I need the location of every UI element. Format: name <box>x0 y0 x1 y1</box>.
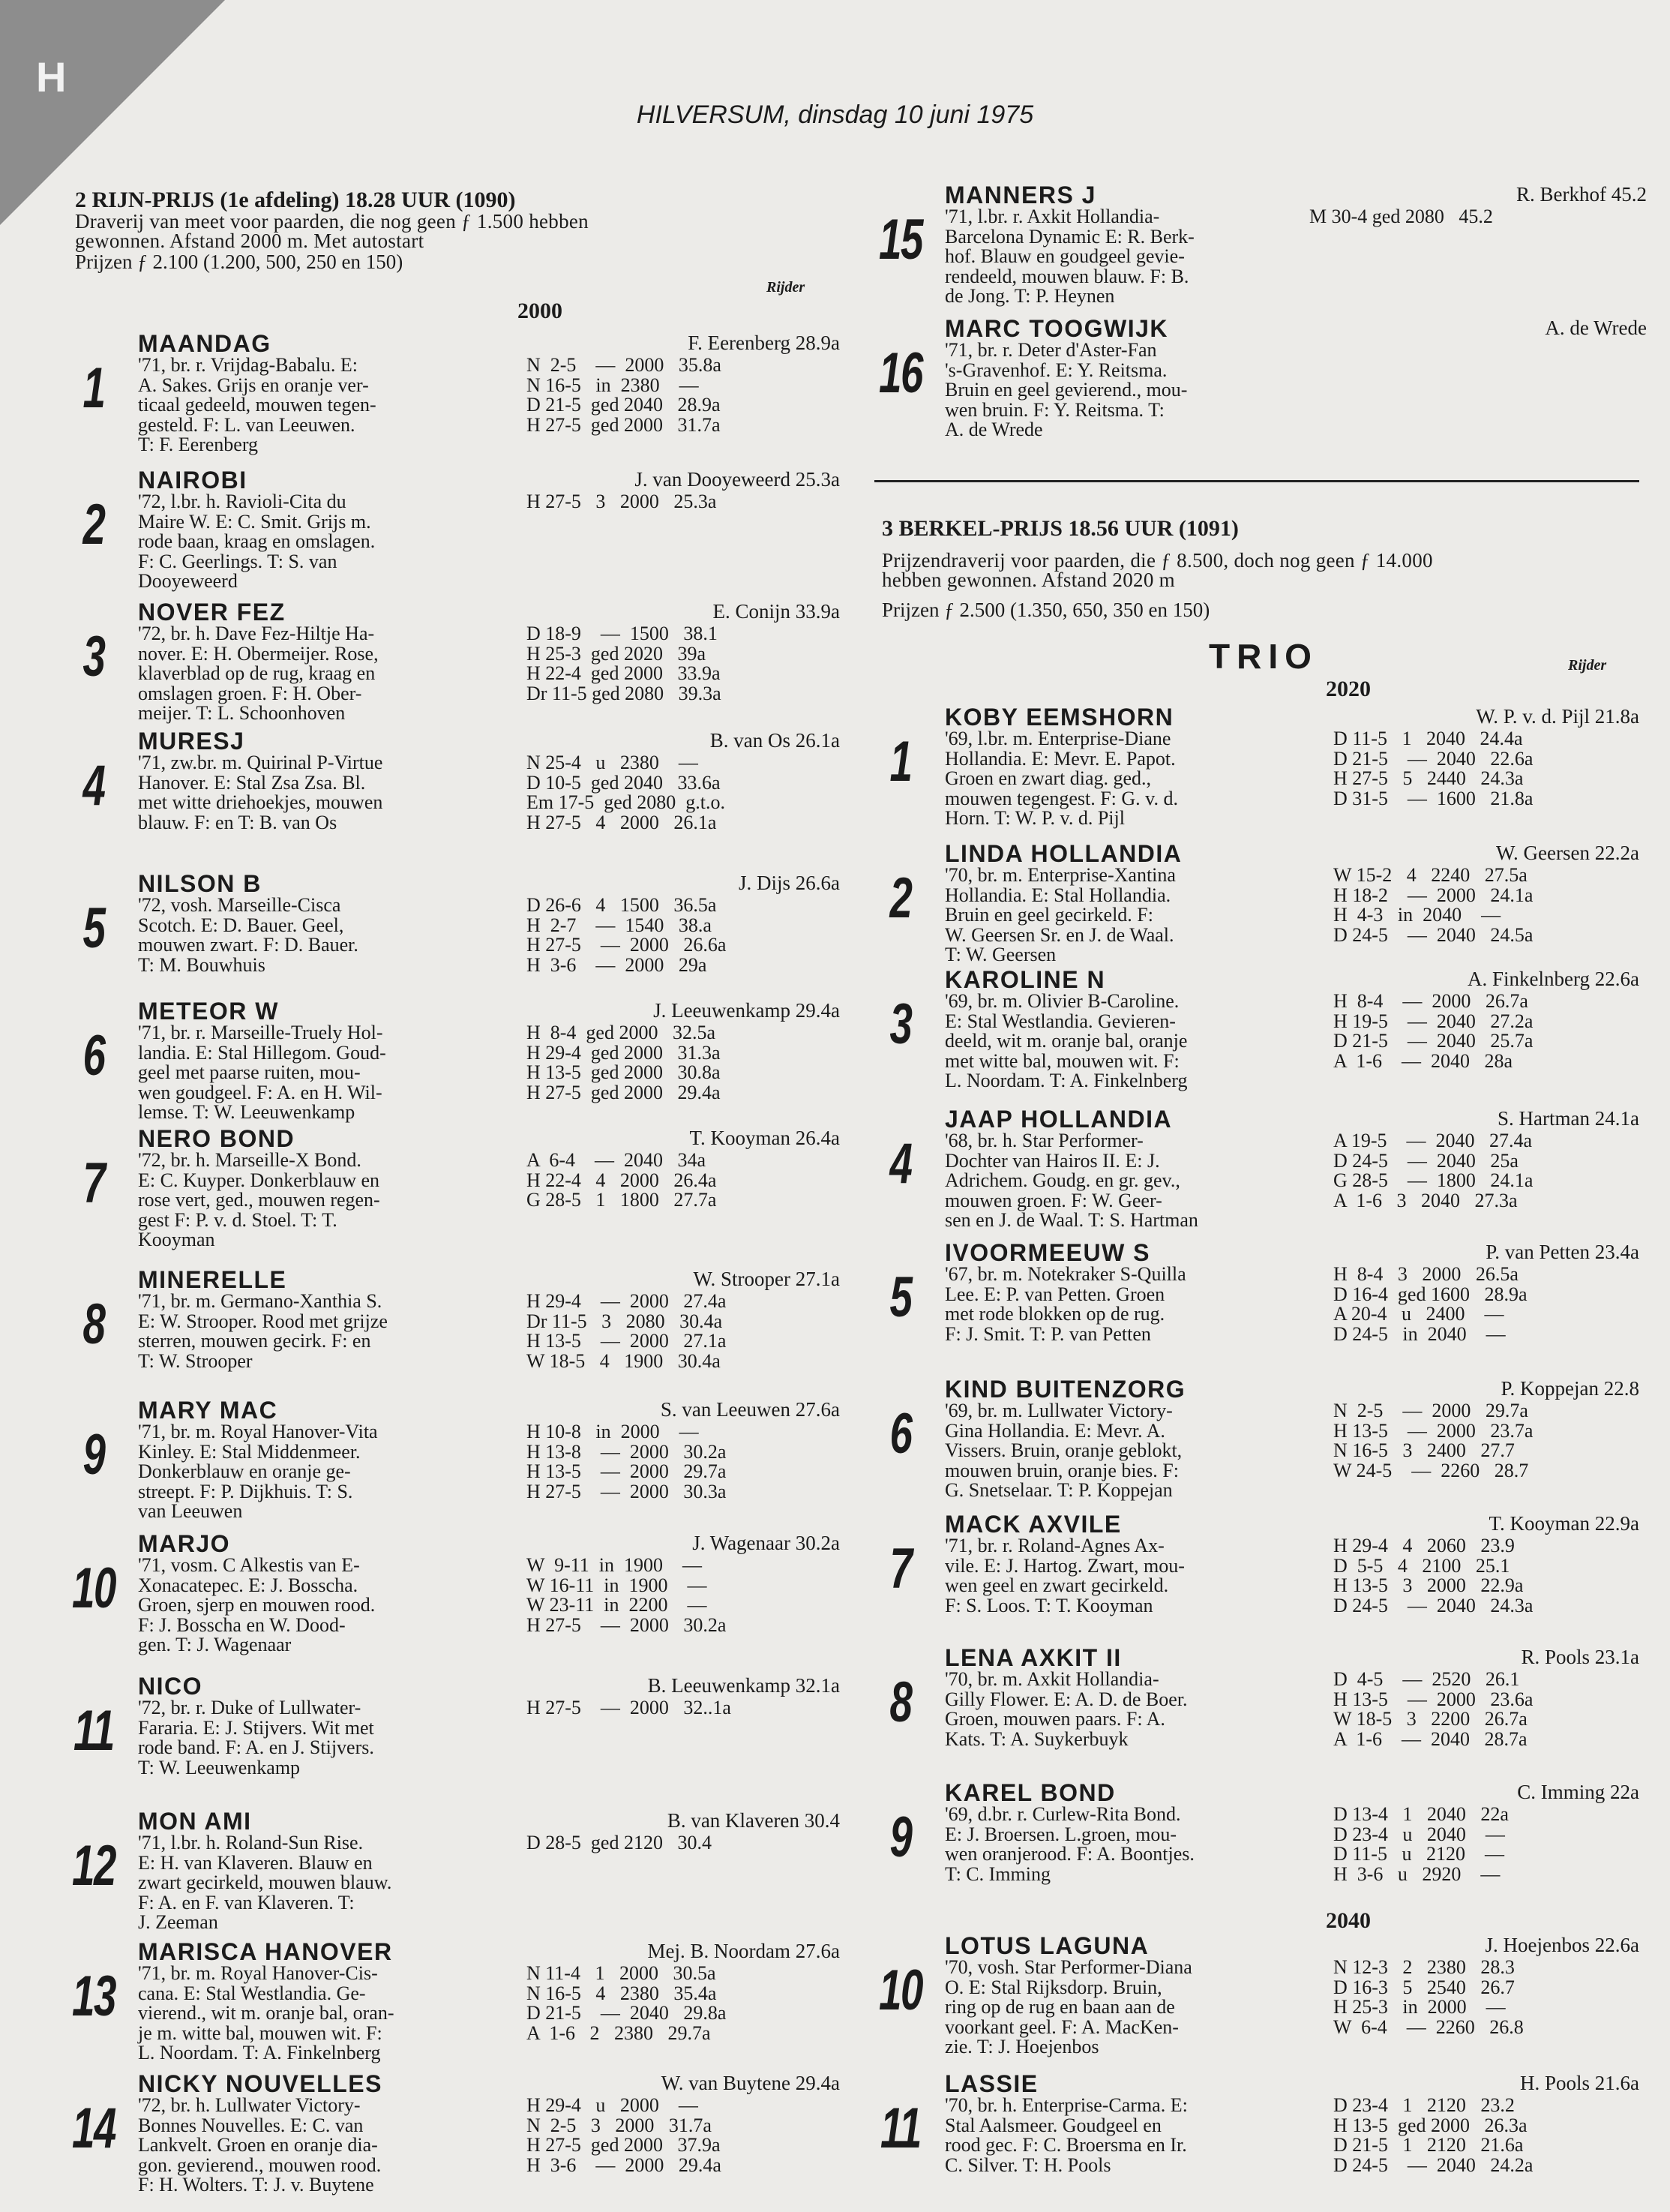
race-conditions-line-2: gewonnen. Afstand 2000 m. Met autostart <box>75 230 424 252</box>
horse-description: '71, br. m. Royal Hanover-Cis- cana. E: Stal Westlandia. Ge- vierend., wit m. oranje bal, oran- je m. witte bal, mouwen wit. F: L. Noordam. T: A. Finkelnberg <box>138 1962 394 2063</box>
horse-name: KIND BUITENZORG <box>945 1376 1186 1403</box>
start-number: 5 <box>82 896 105 960</box>
start-number: 13 <box>71 1964 115 2028</box>
horse-description: '67, br. m. Notekraker S-Quilla Lee. E: P. van Petten. Groen met rode blokken op de rug. F: J. Smit. T: P. van Petten <box>945 1263 1186 1345</box>
recent-results: D 26-6 4 1500 36.5a H 2-7 — 1540 38.a H 27-5 — 2000 26.6a H 3-6 — 2000 29a <box>526 894 727 976</box>
driver-and-record: Mej. B. Noordam 27.6a <box>647 1940 840 1962</box>
start-number: 14 <box>71 2096 115 2160</box>
horse-description: '71, br. m. Germano-Xanthia S. E: W. Strooper. Rood met grijze sterren, mouwen gecirk. F: en T: W. Strooper <box>138 1290 388 1372</box>
recent-results: D 18-9 — 1500 38.1 H 25-3 ged 2020 39a H 22-4 ged 2000 33.9a Dr 11-5 ged 2080 39.3a <box>526 623 721 704</box>
driver-and-record: H. Pools 21.6a <box>1519 2072 1639 2094</box>
distance-label: 2000 <box>517 299 562 323</box>
recent-results: H 29-4 4 2060 23.9 D 5-5 4 2100 25.1 H 13-5 3 2000 22.9a D 24-5 — 2040 24.3a <box>1333 1535 1534 1616</box>
recent-results: D 28-5 ged 2120 30.4 <box>526 1832 712 1853</box>
start-number: 3 <box>82 625 105 689</box>
horse-name: KAREL BOND <box>945 1779 1116 1806</box>
recent-results: D 13-4 1 2040 22a D 23-4 u 2040 — D 11-5 u 2120 — H 3-6 u 2920 — <box>1333 1803 1509 1885</box>
driver-and-record: J. van Dooyeweerd 25.3a <box>634 468 840 491</box>
driver-and-record: A. de Wrede <box>1545 317 1647 339</box>
horse-description: '72, br. h. Dave Fez-Hiltje Ha- nover. E: H. Obermeijer. Rose, klaverblad op de rug, kraag en omslagen groen. F: H. Ober- meijer. T: L. Schoonhoven <box>138 623 379 724</box>
horse-name: NICKY NOUVELLES <box>138 2070 382 2097</box>
section-letter: H <box>36 53 67 101</box>
start-number: 10 <box>71 1556 115 1620</box>
start-number: 10 <box>878 1958 922 2022</box>
rijder-label: Rijder <box>766 279 805 296</box>
horse-description: '71, br. r. Deter d'Aster-Fan 's-Gravenhof. E: Y. Reitsma. Bruin en geel gevierend., mou- wen bruin. F: Y. Reitsma. T: A. de Wrede <box>945 339 1188 440</box>
horse-description: '71, br. m. Royal Hanover-Vita Kinley. E: Stal Middenmeer. Donkerblauw en oranje ge- streept. F: P. Dijkhuis. T: S. van Leeuwen <box>138 1421 378 1522</box>
horse-name: MANNERS J <box>945 182 1096 209</box>
horse-name: NERO BOND <box>138 1125 295 1152</box>
start-number: 1 <box>889 730 912 794</box>
driver-and-record: B. van Os 26.1a <box>709 729 840 752</box>
horse-name: KOBY EEMSHORN <box>945 704 1174 731</box>
driver-and-record: P. van Petten 23.4a <box>1486 1241 1639 1263</box>
start-number: 9 <box>82 1423 105 1487</box>
recent-results: H 27-5 3 2000 25.3a <box>526 491 717 512</box>
horse-description: '68, br. h. Star Performer- Dochter van Hairos II. E: J. Adrichem. Goudg. en gr. gev., mouwen groen. F: W. Geer- sen en J. de Waal. T: S. Hartman <box>945 1130 1198 1231</box>
driver-and-record: W. van Buytene 29.4a <box>661 2072 840 2094</box>
horse-name: LOTUS LAGUNA <box>945 1932 1150 1959</box>
race-title: 3 BERKEL-PRIJS 18.56 UUR (1091) <box>882 516 1239 541</box>
driver-and-record: R. Berkhof 45.2 <box>1516 183 1647 206</box>
recent-results: H 10-8 in 2000 — H 13-8 — 2000 30.2a H 13-5 — 2000 29.7a H 27-5 — 2000 30.3a <box>526 1421 727 1502</box>
driver-and-record: F. Eerenberg 28.9a <box>688 332 840 354</box>
recent-results: A 6-4 — 2040 34a H 22-4 4 2000 26.4a G 28-5 1 1800 27.7a <box>526 1149 717 1211</box>
driver-and-record: S. Hartman 24.1a <box>1498 1107 1639 1130</box>
recent-results: N 11-4 1 2000 30.5a N 16-5 4 2380 35.4a D 21-5 — 2040 29.8a A 1-6 2 2380 29.7a <box>526 1962 727 2044</box>
start-number: 3 <box>889 992 912 1056</box>
start-number: 1 <box>82 356 105 420</box>
rijder-label: Rijder <box>1568 657 1607 674</box>
horse-name: MINERELLE <box>138 1266 287 1293</box>
driver-and-record: W. Geersen 22.2a <box>1496 842 1639 864</box>
recent-results: H 29-4 — 2000 27.4a Dr 11-5 3 2080 30.4a H 13-5 — 2000 27.1a W 18-5 4 1900 30.4a <box>526 1290 727 1372</box>
start-number: 7 <box>82 1151 105 1215</box>
start-number: 15 <box>878 208 922 272</box>
horse-name: NICO <box>138 1673 202 1700</box>
horse-description: '70, vosh. Star Performer-Diana O. E: Stal Rijksdorp. Bruin, ring op de rug en baan aan de voorkant geel. F: A. MacKen- zie. T: J. Hoejenbos <box>945 1956 1192 2057</box>
horse-description: '71, vosm. C Alkestis van E- Xonacatepec. E: J. Bosscha. Groen, sjerp en mouwen rood. F: J. Bosscha en W. Dood- gen. T: J. Wagenaar <box>138 1554 376 1655</box>
horse-description: '71, br. r. Roland-Agnes Ax- vile. E: J. Hartog. Zwart, mou- wen geel en zwart gecirkeld. F: S. Loos. T: T. Kooyman <box>945 1535 1185 1616</box>
recent-results: A 19-5 — 2040 27.4a D 24-5 — 2040 25a G 28-5 — 1800 24.1a A 1-6 3 2040 27.3a <box>1333 1130 1534 1211</box>
recent-results: D 4-5 — 2520 26.1 H 13-5 — 2000 23.6a W 18-5 3 2200 26.7a A 1-6 — 2040 28.7a <box>1333 1668 1534 1750</box>
horse-name: KAROLINE N <box>945 966 1106 993</box>
driver-and-record: R. Pools 23.1a <box>1521 1646 1639 1668</box>
race-title: 2 RIJN-PRIJS (1e afdeling) 18.28 UUR (1090) <box>75 188 516 212</box>
recent-results: D 23-4 1 2120 23.2 H 13-5 ged 2000 26.3a D 21-5 1 2120 21.6a D 24-5 — 2040 24.2a <box>1333 2094 1534 2176</box>
horse-description: '71, br. r. Vrijdag-Babalu. E: A. Sakes. Grijs en oranje ver- ticaal gedeeld, mouwen tegen- gesteld. F: L. van Leeuwen. T: F. Eerenberg <box>138 354 376 455</box>
horse-description: '70, br. m. Enterprise-Xantina Hollandia. E: Stal Hollandia. Bruin en geel gecirkeld. F: W. Geersen Sr. en J. de Waal. T: W. Geersen <box>945 864 1176 965</box>
start-number: 7 <box>889 1537 912 1601</box>
horse-name: MARC TOOGWIJK <box>945 315 1169 342</box>
horse-name: NOVER FEZ <box>138 599 286 626</box>
start-number: 6 <box>82 1024 105 1088</box>
horse-description: '71, zw.br. m. Quirinal P-Virtue Hanover. E: Stal Zsa Zsa. Bl. met witte driehoekjes, mouwen blauw. F: en T: B. van Os <box>138 752 383 833</box>
race-conditions-line-2: hebben gewonnen. Afstand 2020 m <box>882 569 1175 591</box>
start-number: 4 <box>82 754 105 818</box>
driver-and-record: T. Kooyman 22.9a <box>1489 1512 1639 1535</box>
start-number: 12 <box>71 1834 115 1898</box>
distance-label: 2020 <box>1326 677 1371 701</box>
race-3-header <box>882 518 1669 621</box>
section-divider <box>874 480 1639 482</box>
horse-name: NILSON B <box>138 870 262 897</box>
recent-results: N 25-4 u 2380 — D 10-5 ged 2040 33.6a Em 17-5 ged 2080 g.t.o. H 27-5 4 2000 26.1a <box>526 752 726 833</box>
recent-results: N 12-3 2 2380 28.3 D 16-3 5 2540 26.7 H 25-3 in 2000 — W 6-4 — 2260 26.8 <box>1333 1956 1524 2038</box>
race-prizes: Prijzen ƒ 2.100 (1.200, 500, 250 en 150) <box>75 251 403 273</box>
horse-description: '70, br. m. Axkit Hollandia- Gilly Flower. E: A. D. de Boer. Groen, mouwen paars. F: A. Kats. T: A. Suykerbuyk <box>945 1668 1188 1750</box>
trio-label: TRIO <box>1209 637 1318 676</box>
driver-and-record: E. Conijn 33.9a <box>712 600 840 623</box>
driver-and-record: W. Strooper 27.1a <box>693 1268 840 1290</box>
horse-description: '69, br. m. Lullwater Victory- Gina Hollandia. E: Mevr. A. Vissers. Bruin, oranje geblokt, mouwen bruin, oranje bies. F: G. Snetselaar. T: P. Koppejan <box>945 1400 1183 1501</box>
page-header: HILVERSUM, dinsdag 10 juni 1975 <box>636 101 1034 129</box>
distance-label-2: 2040 <box>1326 1908 1371 1933</box>
driver-and-record: C. Imming 22a <box>1517 1781 1639 1803</box>
horse-name: MON AMI <box>138 1808 252 1835</box>
start-number: 2 <box>889 866 912 930</box>
start-number: 16 <box>878 341 922 405</box>
horse-description: '72, vosh. Marseille-Cisca Scotch. E: D. Bauer. Geel, mouwen zwart. F: D. Bauer. T: M. Bouwhuis <box>138 894 358 976</box>
horse-name: JAAP HOLLANDIA <box>945 1106 1173 1133</box>
horse-description: '72, l.br. h. Ravioli-Cita du Maire W. E: C. Smit. Grijs m. rode baan, kraag en omslagen. F: C. Geerlings. T: S. van Dooyeweerd <box>138 491 376 592</box>
horse-name: MACK AXVILE <box>945 1511 1122 1538</box>
horse-name: MAANDAG <box>138 330 271 357</box>
recent-results: M 30-4 ged 2080 45.2 <box>1309 206 1493 227</box>
recent-results: H 8-4 ged 2000 32.5a H 29-4 ged 2000 31.3a H 13-5 ged 2000 30.8a H 27-5 ged 2000 29.4a <box>526 1022 721 1103</box>
horse-name: LENA AXKIT II <box>945 1644 1122 1671</box>
recent-results: H 27-5 — 2000 32..1a <box>526 1697 731 1718</box>
driver-and-record: S. van Leeuwen 27.6a <box>660 1398 840 1421</box>
start-number: 9 <box>889 1805 912 1869</box>
horse-name: LINDA HOLLANDIA <box>945 840 1183 867</box>
driver-and-record: J. Dijs 26.6a <box>739 872 840 894</box>
start-number: 6 <box>889 1402 912 1466</box>
recent-results: N 2-5 — 2000 35.8a N 16-5 in 2380 — D 21-5 ged 2040 28.9a H 27-5 ged 2000 31.7a <box>526 354 721 436</box>
start-number: 8 <box>82 1292 105 1356</box>
recent-results: H 8-4 — 2000 26.7a H 19-5 — 2040 27.2a D 21-5 — 2040 25.7a A 1-6 — 2040 28a <box>1333 990 1534 1072</box>
horse-description: '69, l.br. m. Enterprise-Diane Hollandia. E: Mevr. E. Papot. Groen en zwart diag. ged., mouwen tegengest. F: G. v. d. Horn. T: W. P. v. d. Pijl <box>945 728 1178 829</box>
race-prizes: Prijzen ƒ 2.500 (1.350, 650, 350 en 150) <box>882 599 1210 621</box>
horse-name: NAIROBI <box>138 467 247 494</box>
recent-results: H 29-4 u 2000 — N 2-5 3 2000 31.7a H 27-5 ged 2000 37.9a H 3-6 — 2000 29.4a <box>526 2094 721 2176</box>
horse-description: '71, l.br. h. Roland-Sun Rise. E: H. van Klaveren. Blauw en zwart gecirkeld, mouwen blauw. F: A. en F. van Klaveren. T: J. Zeeman <box>138 1832 392 1933</box>
start-number: 5 <box>889 1265 912 1329</box>
driver-and-record: B. Leeuwenkamp 32.1a <box>647 1674 840 1697</box>
horse-name: LASSIE <box>945 2070 1039 2097</box>
horse-name: MARISCA HANOVER <box>138 1938 393 1965</box>
driver-and-record: T. Kooyman 26.4a <box>689 1127 840 1149</box>
driver-and-record: J. Wagenaar 30.2a <box>692 1532 840 1554</box>
horse-description: '70, br. h. Enterprise-Carma. E: Stal Aalsmeer. Goudgeel en rood gec. F: C. Broersma en Ir. C. Silver. T: H. Pools <box>945 2094 1188 2176</box>
recent-results: W 15-2 4 2240 27.5a H 18-2 — 2000 24.1a H 4-3 in 2040 — D 24-5 — 2040 24.5a <box>1333 864 1534 946</box>
driver-and-record: W. P. v. d. Pijl 21.8a <box>1476 705 1639 728</box>
driver-and-record: P. Koppejan 22.8 <box>1501 1377 1639 1400</box>
horse-description: '69, br. m. Olivier B-Caroline. E: Stal Westlandia. Gevieren- deeld, wit m. oranje bal, oranje met witte bal, mouwen wit. F: L. Noordam. T: A. Finkelnberg <box>945 990 1188 1091</box>
horse-description: '71, l.br. r. Axkit Hollandia- Barcelona Dynamic E: R. Berk- hof. Blauw en goudgeel gevie- rendeeld, mouwen blauw. F: B. de Jong. T: P. Heynen <box>945 206 1195 307</box>
horse-name: MURESJ <box>138 728 245 755</box>
recent-results: N 2-5 — 2000 29.7a H 13-5 — 2000 23.7a N 16-5 3 2400 27.7 W 24-5 — 2260 28.7 <box>1333 1400 1534 1481</box>
start-number: 11 <box>73 1699 114 1763</box>
recent-results: H 8-4 3 2000 26.5a D 16-4 ged 1600 28.9a A 20-4 u 2400 — D 24-5 in 2040 — <box>1333 1263 1528 1345</box>
horse-name: MARY MAC <box>138 1397 278 1424</box>
driver-and-record: B. van Klaveren 30.4 <box>667 1809 840 1832</box>
recent-results: W 9-11 in 1900 — W 16-11 in 1900 — W 23-11 in 2200 — H 27-5 — 2000 30.2a <box>526 1554 727 1636</box>
horse-description: '72, br. h. Marseille-X Bond. E: C. Kuyper. Donkerblauw en rose vert, ged., mouwen regen- gest F: P. v. d. Stoel. T: T. Kooyman <box>138 1149 380 1250</box>
recent-results: D 11-5 1 2040 24.4a D 21-5 — 2040 22.6a H 27-5 5 2440 24.3a D 31-5 — 1600 21.8a <box>1333 728 1534 809</box>
horse-name: METEOR W <box>138 998 279 1025</box>
race-2-header <box>75 189 881 273</box>
race-conditions-line-1: Draverij van meet voor paarden, die nog geen ƒ 1.500 hebben <box>75 210 589 233</box>
start-number: 4 <box>889 1132 912 1196</box>
race-conditions-line-1: Prijzendraverij voor paarden, die ƒ 8.500, doch nog geen ƒ 14.000 <box>882 549 1433 572</box>
start-number: 2 <box>82 493 105 557</box>
horse-name: MARJO <box>138 1530 231 1557</box>
start-number: 11 <box>880 2096 921 2160</box>
horse-name: IVOORMEEUW S <box>945 1239 1151 1266</box>
driver-and-record: J. Leeuwenkamp 29.4a <box>653 999 840 1022</box>
driver-and-record: A. Finkelnberg 22.6a <box>1468 968 1639 990</box>
horse-description: '71, br. r. Marseille-Truely Hol- landia. E: Stal Hillegom. Goud- geel met paarse ruiten, mou- wen goudgeel. F: A. en H. Wil- lemse. T: W. Leeuwenkamp <box>138 1022 386 1123</box>
horse-description: '72, br. h. Lullwater Victory- Bonnes Nouvelles. E: C. van Lankvelt. Groen en oranje dia- gon. gevierend., mouwen rood. F: H. Wolters. T: J. v. Buytene <box>138 2094 382 2195</box>
horse-description: '72, br. r. Duke of Lullwater- Fararia. E: J. Stijvers. Wit met rode band. F: A. en J. Stijvers. T: W. Leeuwenkamp <box>138 1697 374 1778</box>
driver-and-record: J. Hoejenbos 22.6a <box>1485 1934 1639 1956</box>
horse-description: '69, d.br. r. Curlew-Rita Bond. E: J. Broersen. L.groen, mou- wen oranjerood. F: A. Boontjes. T: C. Imming <box>945 1803 1195 1885</box>
start-number: 8 <box>889 1670 912 1734</box>
